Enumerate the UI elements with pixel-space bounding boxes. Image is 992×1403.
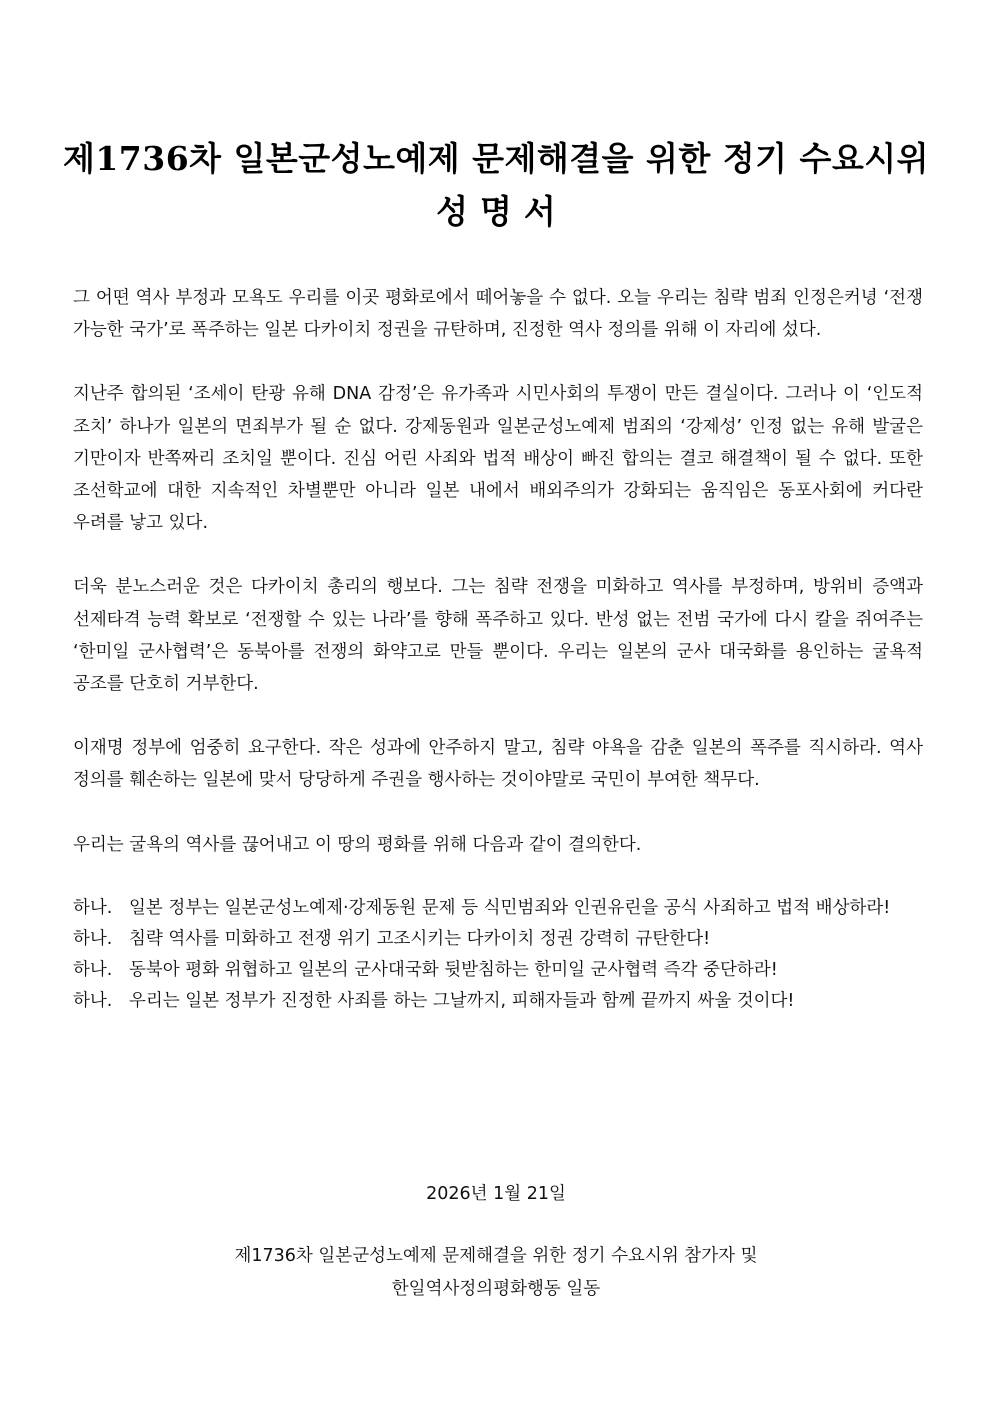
resolution-item: [73, 955, 923, 986]
resolution-item: [73, 893, 923, 924]
resolution-text: 일본 정부는 일본군성노예제·강제동원 문제 등 식민범죄와 인권유린을 공식 사죄하고 법적 배상하라!: [129, 897, 891, 918]
statement-body: [73, 282, 923, 1017]
paragraph-dna-agreement: 지난주 합의된 ‘조세이 탄광 유해 DNA 감정’은 유가족과 시민사회의 투쟁이 만든 결실이다. 그러나 이 ‘인도적 조치’ 하나가 일본의 면죄부가 될 순 없다. 강제동원과 일본군성노예제 범죄의 ‘강제성’ 인정 없는 유해 발굴은 기만이자 반쪽짜리 조치일 뿐이다. 진심 어린 사죄와 법적 배상이 빠진 합의는 결코 해결책이 될 수 없다. 또한 조선학교에 대한 지속적인 차별뿐만 아니라 일본 내에서 배외주의가 강화되는 움직임은 동포사회에 커다란 우려를 낳고 있다.: [73, 384, 923, 534]
paragraph-takaichi: 더욱 분노스러운 것은 다카이치 총리의 행보다. 그는 침략 전쟁을 미화하고 역사를 부정하며, 방위비 증액과 선제타격 능력 확보로 ‘전쟁할 수 있는 나라’를 향해 폭주하고 있다. 반성 없는 전범 국가에 다시 칼을 쥐여주는 ‘한미일 군사협력’은 동북아를 전쟁의 화약고로 만들 뿐이다. 우리는 일본의 군사 대국화를 용인하는 굴욕적 공조를 단호히 거부한다.: [73, 577, 923, 695]
resolution-marker: 하나.: [73, 928, 113, 949]
resolution-list: [73, 893, 923, 1017]
resolution-text: 동북아 평화 위협하고 일본의 군사대국화 뒷받침하는 한미일 군사협력 즉각 중단하라!: [129, 959, 778, 980]
statement-date: 2026년 1월 21일: [426, 1184, 566, 1204]
document-subtitle: 성명서: [436, 192, 568, 231]
document-title: 제1736차 일본군성노예제 문제해결을 위한 정기 수요시위: [62, 139, 930, 178]
paragraph-resolution-intro: 우리는 굴욕의 역사를 끊어내고 이 땅의 평화를 위해 다음과 같이 결의한다.: [73, 834, 642, 855]
signature-line-participants: 제1736차 일본군성노예제 문제해결을 위한 정기 수요시위 참가자 및: [234, 1246, 758, 1266]
paragraph-government-demand: 이재명 정부에 엄중히 요구한다. 작은 성과에 안주하지 말고, 침략 야욕을 감춘 일본의 폭주를 직시하라. 역사 정의를 훼손하는 일본에 맞서 당당하게 주권을 행사하는 것이야말로 국민이 부여한 책무다.: [73, 738, 923, 791]
resolution-text: 침략 역사를 미화하고 전쟁 위기 고조시키는 다카이치 정권 강력히 규탄한다!: [129, 928, 711, 949]
resolution-marker: 하나.: [73, 990, 113, 1011]
resolution-text: 우리는 일본 정부가 진정한 사죄를 하는 그날까지, 피해자들과 함께 끝까지 싸울 것이다!: [129, 990, 795, 1011]
resolution-item: [73, 924, 923, 955]
paragraph-intro: 그 어떤 역사 부정과 모욕도 우리를 이곳 평화로에서 떼어놓을 수 없다. 오늘 우리는 침략 범죄 인정은커녕 ‘전쟁 가능한 국가’로 폭주하는 일본 다카이치 정권을 규탄하며, 진정한 역사 정의를 위해 이 자리에 섰다.: [73, 288, 923, 341]
signature-line-organization: 한일역사정의평화행동 일동: [391, 1279, 601, 1299]
resolution-item: [73, 986, 923, 1017]
resolution-marker: 하나.: [73, 959, 113, 980]
resolution-marker: 하나.: [73, 897, 113, 918]
signature-block: [40, 1240, 952, 1306]
